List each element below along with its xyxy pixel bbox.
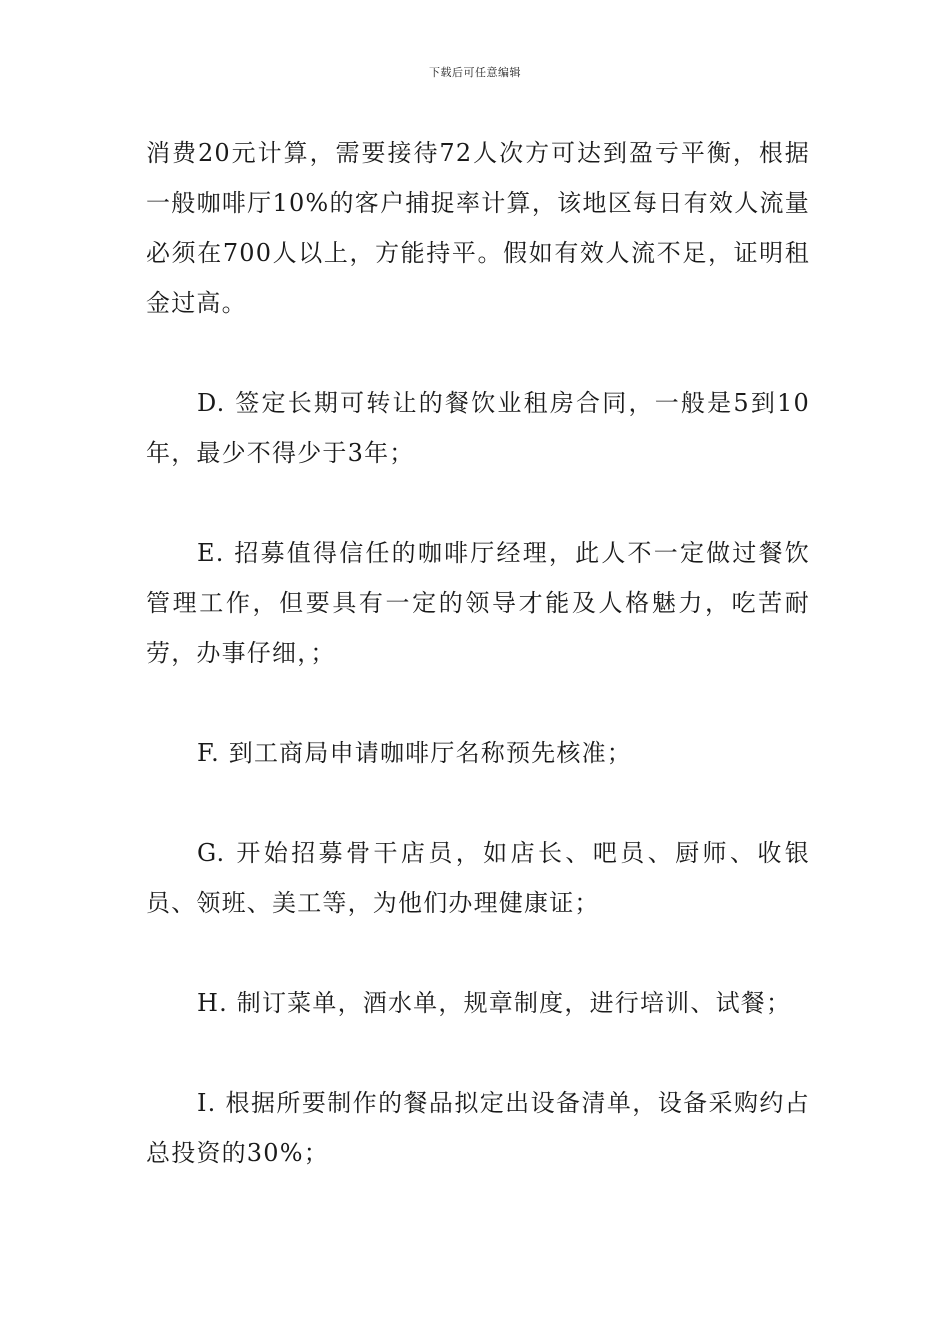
- paragraph-item-e: E. 招募值得信任的咖啡厅经理，此人不一定做过餐饮管理工作，但要具有一定的领导才能及人格魅力，吃苦耐劳，办事仔细，；: [146, 539, 810, 667]
- paragraph-spacer: [146, 928, 810, 978]
- paragraph-rent-calculation: 消费20元计算，需要接待72人次方可达到盈亏平衡，根据一般咖啡厅10%的客户捕捉率计算，该地区每日有效人流量必须在700人以上，方能持平。假如有效人流不足，证明租金过高。: [146, 139, 810, 317]
- paragraph-item-g: G. 开始招募骨干店员，如店长、吧员、厨师、收银员、领班、美工等，为他们办理健康证；: [146, 839, 810, 917]
- paragraph-item-d: D. 签定长期可转让的餐饮业租房合同，一般是5到10年，最少不得少于3年；: [146, 389, 810, 467]
- paragraph-item-f: F. 到工商局申请咖啡厅名称预先核准；: [197, 739, 632, 767]
- paragraph-spacer: [146, 328, 810, 378]
- paragraph-item-i: I. 根据所要制作的餐品拟定出设备清单，设备采购约占总投资的30%；: [146, 1089, 810, 1167]
- paragraph-spacer: [146, 1028, 810, 1078]
- document-body: [146, 128, 810, 1178]
- page-header: 下载后可任意编辑: [429, 66, 521, 79]
- paragraph-item-h: H. 制订菜单，酒水单，规章制度，进行培训、试餐；: [197, 989, 792, 1017]
- paragraph-spacer: [146, 478, 810, 528]
- paragraph-spacer: [146, 678, 810, 728]
- paragraph-spacer: [146, 778, 810, 828]
